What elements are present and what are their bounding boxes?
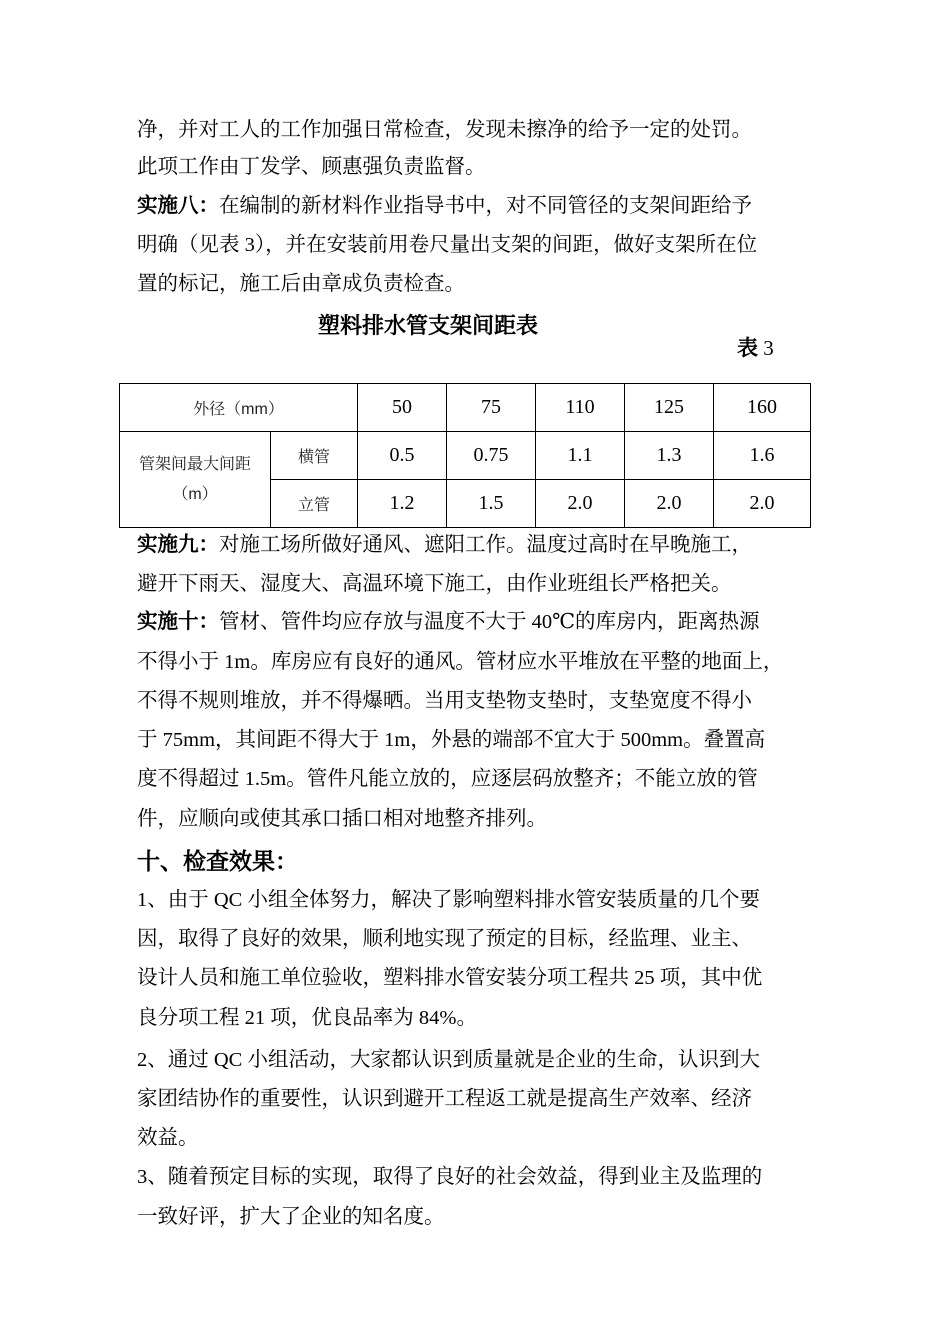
paragraph-line: 明确（见表 3），并在安装前用卷尺量出支架的间距，做好支架所在位: [137, 234, 758, 256]
diameter-cell: 125: [625, 384, 714, 432]
row-label-cell: 立管: [271, 480, 358, 528]
table-row: [120, 432, 811, 480]
row-label-cell: 横管: [271, 432, 358, 480]
paragraph-line: 因，取得了良好的效果，顺利地实现了预定的目标，经监理、业主、: [137, 928, 752, 950]
paragraph-line: 效益。: [137, 1127, 199, 1149]
group-header-cell: [120, 432, 271, 528]
diameter-cell: 110: [536, 384, 625, 432]
value-cell: 1.1: [536, 432, 625, 480]
paragraph-line: 于 75mm，其间距不得大于 1m，外悬的端部不宜大于 500mm。叠置高: [137, 729, 766, 751]
value-cell: 1.2: [358, 480, 447, 528]
support-spacing-table: [119, 383, 811, 528]
value-cell: 0.75: [447, 432, 536, 480]
paragraph-line: [137, 532, 752, 558]
value-cell: 1.5: [447, 480, 536, 528]
diameter-header-cell: 外径（mm）: [120, 384, 358, 432]
section-label: 实施八：: [137, 195, 219, 217]
value-cell: 1.6: [714, 432, 811, 480]
paragraph-line: 度不得超过 1.5m。管件凡能立放的，应逐层码放整齐；不能立放的管: [137, 768, 758, 790]
section-heading: 十、检查效果：: [137, 848, 298, 874]
paragraph-text: 管材、管件均应存放与温度不大于 40℃的库房内，距离热源: [219, 611, 760, 633]
table-number: [737, 335, 774, 362]
paragraph-text: 在编制的新材料作业指导书中，对不同管径的支架间距给予: [219, 195, 752, 217]
section-label: 实施九：: [137, 534, 219, 556]
paragraph-line: [137, 193, 752, 219]
paragraph-line: 家团结协作的重要性，认识到避开工程返工就是提高生产效率、经济: [137, 1088, 752, 1110]
paragraph-line: 良分项工程 21 项，优良品率为 84%。: [137, 1007, 477, 1029]
value-cell: 2.0: [714, 480, 811, 528]
paragraph-line: 避开下雨天、湿度大、高温环境下施工，由作业班组长严格把关。: [137, 573, 732, 595]
table-number-value: 3: [763, 336, 774, 360]
group-unit: （m）: [172, 485, 218, 503]
paragraph-line: 件，应顺向或使其承口插口相对地整齐排列。: [137, 808, 547, 830]
paragraph-line: 一致好评，扩大了企业的知名度。: [137, 1206, 445, 1228]
paragraph-line: 不得不规则堆放，并不得爆晒。当用支垫物支垫时，支垫宽度不得小: [137, 690, 752, 712]
paragraph-line: 净，并对工人的工作加强日常检查，发现未擦净的给予一定的处罚。: [137, 119, 752, 141]
value-cell: 0.5: [358, 432, 447, 480]
paragraph-line: 置的标记，施工后由章成负责检查。: [137, 273, 465, 295]
paragraph-line: 2、通过 QC 小组活动，大家都认识到质量就是企业的生命，认识到大: [137, 1049, 760, 1071]
paragraph-line: 此项工作由丁发学、顾惠强负责监督。: [137, 156, 486, 178]
paragraph-line: 3、随着预定目标的实现，取得了良好的社会效益，得到业主及监理的: [137, 1166, 763, 1188]
paragraph-line: 不得小于 1m。库房应有良好的通风。管材应水平堆放在平整的地面上，: [137, 651, 784, 673]
paragraph-line: 设计人员和施工单位验收，塑料排水管安装分项工程共 25 项，其中优: [137, 967, 763, 989]
paragraph-line: [137, 609, 760, 635]
diameter-cell: 50: [358, 384, 447, 432]
group-label: 管架间最大间距: [138, 455, 251, 473]
value-cell: 2.0: [625, 480, 714, 528]
value-cell: 2.0: [536, 480, 625, 528]
paragraph-text: 对施工场所做好通风、遮阳工作。温度过高时在早晚施工，: [219, 534, 752, 556]
diameter-cell: 75: [447, 384, 536, 432]
paragraph-line: 1、由于 QC 小组全体努力，解决了影响塑料排水管安装质量的几个要: [137, 889, 760, 911]
section-label: 实施十：: [137, 611, 219, 633]
diameter-cell: 160: [714, 384, 811, 432]
table-title: 塑料排水管支架间距表: [317, 313, 538, 338]
table-header-row: [120, 384, 811, 432]
table-number-label: 表: [737, 337, 758, 360]
value-cell: 1.3: [625, 432, 714, 480]
